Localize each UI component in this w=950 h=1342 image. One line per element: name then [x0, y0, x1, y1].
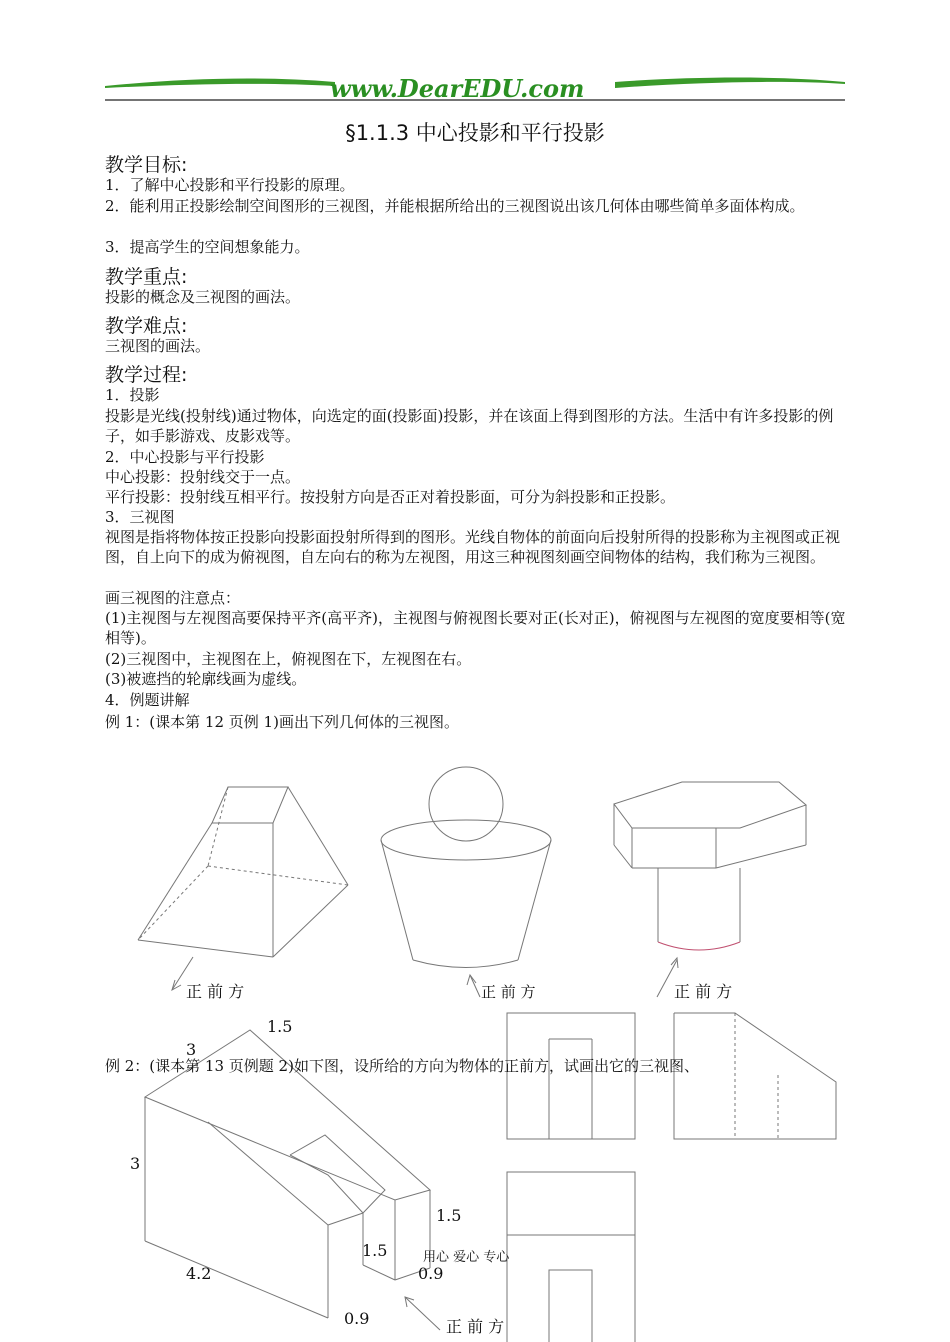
- example-1: 例 1：(课本第 12 页例 1)画出下列几何体的三视图。: [105, 713, 459, 731]
- site-logo[interactable]: www.DearEDU.com: [330, 74, 585, 103]
- goal-3: 3．提高学生的空间想象能力。: [105, 238, 310, 256]
- proc-4: 4．例题讲解: [105, 691, 190, 709]
- key-heading: 教学重点:: [105, 266, 188, 288]
- proc-2-b: 平行投影：投射线互相平行。按投射方向是否正对着投影面，可分为斜投影和正投影。: [105, 488, 676, 506]
- dim-1-5-mid: 1.5: [362, 1241, 388, 1260]
- front-direction-label-4: 正 前 方: [446, 1317, 505, 1336]
- goal-1: 1．了解中心投影和平行投影的原理。: [105, 176, 355, 194]
- goal-2: 2．能利用正投影绘制空间图形的三视图，并能根据所给出的三视图说出该几何体由哪些简单多面体构成。: [105, 197, 805, 215]
- proc-1: 1．投影: [105, 386, 160, 404]
- top-view-drawing: [507, 1172, 635, 1342]
- front-direction-label-3: 正 前 方: [674, 982, 733, 1001]
- dim-4-2: 4.2: [186, 1264, 212, 1283]
- dim-0-9-bottom: 0.9: [344, 1309, 370, 1328]
- proc-1-text: 投影是光线(投射线)通过物体，向选定的面(投影面)投影，并在该面上得到图形的方法。生活中有许多投影的例子，如手影游戏、皮影戏等。: [105, 407, 834, 445]
- proc-2-a: 中心投影：投射线交于一点。: [105, 468, 301, 486]
- dim-1-5-right: 1.5: [436, 1206, 462, 1225]
- proc-2: 2．中心投影与平行投影: [105, 448, 265, 466]
- example-2: 例 2：(课本第 13 页例题 2)如下图，设所给的方向为物体的正前方，试画出它的三视图、: [105, 1057, 699, 1075]
- goals-heading: 教学目标:: [105, 154, 188, 176]
- note-1: (1)主视图与左视图高要保持平齐(高平齐)，主视图与俯视图长要对正(长对正)，俯视图与左视图的宽度要相等(宽相等)。: [105, 609, 846, 647]
- sphere-cone-figure: [381, 767, 551, 997]
- dim-3-left: 3: [130, 1154, 141, 1173]
- note-3: (3)被遮挡的轮廓线画为虚线。: [105, 670, 307, 688]
- dim-3-top: 3: [186, 1040, 197, 1059]
- key-text: 投影的概念及三视图的画法。: [105, 288, 301, 306]
- frustum-figure: [138, 787, 348, 990]
- note-2: (2)三视图中，主视图在上，俯视图在下，左视图在右。: [105, 650, 472, 668]
- prism-cylinder-figure: [614, 782, 806, 997]
- front-direction-label-1: 正 前 方: [186, 982, 245, 1001]
- side-view-drawing: [674, 1013, 836, 1139]
- proc-3-text: 视图是指将物体按正投影向投影面投射所得到的图形。光线自物体的前面向后投射所得的投影称为主视图或正视图，自上向下的成为俯视图，自左向右的称为左视图，用这三种视图刻画空间物体的结构，我们称为三视图。: [105, 528, 841, 566]
- difficulty-text: 三视图的画法。: [105, 337, 211, 355]
- dim-0-9-right: 0.9: [418, 1264, 444, 1283]
- dim-1-5-top: 1.5: [267, 1017, 293, 1036]
- proc-3-note: 画三视图的注意点：: [105, 589, 241, 607]
- process-heading: 教学过程:: [105, 364, 188, 386]
- proc-3: 3．三视图: [105, 508, 175, 526]
- page-title: §1.1.3 中心投影和平行投影: [345, 121, 605, 145]
- front-view-drawing: [507, 1013, 635, 1139]
- front-direction-label-2: 正 前 方: [481, 983, 536, 1001]
- difficulty-heading: 教学难点:: [105, 315, 188, 337]
- footer-text: 用心 爱心 专心: [423, 1250, 510, 1265]
